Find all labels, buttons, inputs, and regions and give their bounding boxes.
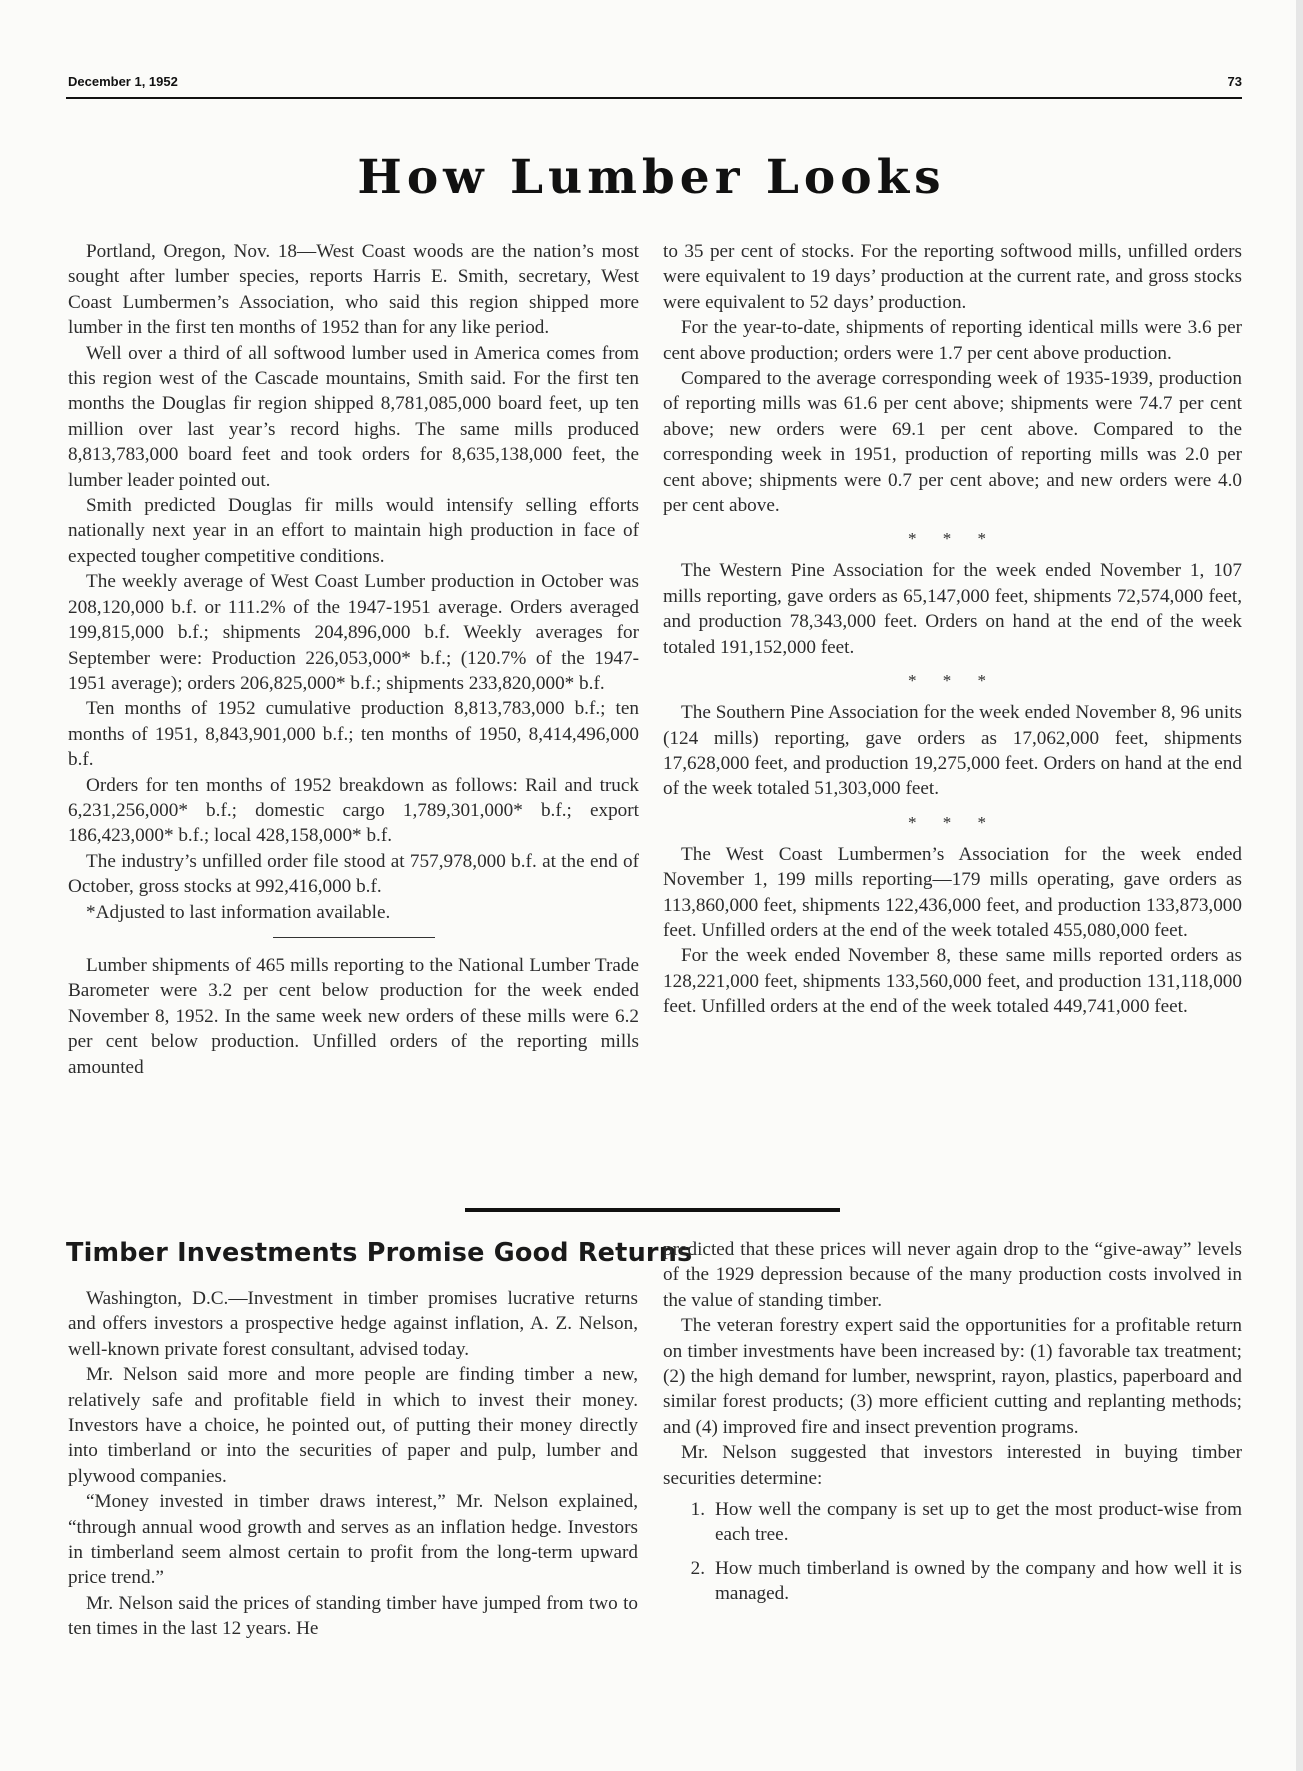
paragraph: The industry’s unfilled order file stood at 757,978,000 b.f. at the end of October, gross stocks at 992,416,000 b.f. xyxy=(68,850,639,898)
section-divider xyxy=(465,1208,840,1212)
article2-title: Timber Investments Promise Good Returns xyxy=(66,1238,693,1268)
divider-rule xyxy=(273,937,435,938)
numbered-list xyxy=(663,1497,1242,1607)
paragraph: Well over a third of all softwood lumber used in America comes from this region west of the Cascade mountains, Smith said. For the first ten months the Douglas fir region shipped 8,781,085,000 board feet, up ten million over last year’s record highs. The same mills produced 8,813,783,000 board feet and took orders for 8,635,138,000 feet, the lumber leader pointed out. xyxy=(68,342,639,491)
list-text: How much timberland is owned by the company and how well it is managed. xyxy=(715,1557,1242,1605)
issue-date: December 1, 1952 xyxy=(68,74,178,89)
paragraph: The veteran forestry expert said the opportunities for a profitable return on timber investments have been increased by: (1) favorable tax treatment; (2) the high demand for lumber, newsprint, rayon, plastics, paperboard and similar forest products; (3) more efficient cutting and replanting methods; and (4) improved fire and insect prevention programs. xyxy=(663,1315,1242,1438)
list-item xyxy=(663,1556,1242,1607)
article1-column-right xyxy=(663,239,1242,1020)
footnote: *Adjusted to last information available. xyxy=(86,901,391,923)
paragraph: “Money invested in timber draws interest,” Mr. Nelson explained, “through annual wood growth and serves as an inflation hedge. Investors in timberland seem almost certain to profit from the long-term upward price trend.” xyxy=(68,1491,638,1589)
article1-column-left xyxy=(68,239,639,1080)
section-stars: * * * xyxy=(908,671,997,691)
paragraph: The Western Pine Association for the week ended November 1, 107 mills reporting, gave orders as 65,147,000 feet, shipments 72,574,000 feet, and production 78,343,000 feet. Orders on hand at the end of the week totaled 191,152,000 feet. xyxy=(663,560,1242,658)
paragraph: Mr. Nelson said more and more people are finding timber a new, relatively safe and profitable field in which to invest their money. Investors have a choice, he pointed out, of putting their money directly into timberland or into the securities of paper and pulp, lumber and plywood companies. xyxy=(68,1364,638,1487)
paragraph: Orders for ten months of 1952 breakdown as follows: Rail and truck 6,231,256,000* b.f.; domestic cargo 1,789,301,000* b.f.; export 186,423,000* b.f.; local 428,158,000* b.f. xyxy=(68,774,639,847)
page-number: 73 xyxy=(1227,74,1242,89)
running-header xyxy=(68,74,1242,96)
list-item xyxy=(663,1497,1242,1548)
paragraph: Washington, D.C.—Investment in timber promises lucrative returns and offers investors a prospective hedge against inflation, A. Z. Nelson, well-known private forest consultant, advised today. xyxy=(68,1288,638,1360)
paragraph: Ten months of 1952 cumulative production 8,813,783,000 b.f.; ten months of 1951, 8,843,901,000 b.f.; ten months of 1950, 8,414,496,000 b.f. xyxy=(68,698,639,771)
paragraph: predicted that these prices will never again drop to the “give-away” levels of the 1929 depression because of the many production costs involved in the value of standing timber. xyxy=(663,1239,1242,1311)
section-stars: * * * xyxy=(908,529,997,549)
paragraph: The weekly average of West Coast Lumber production in October was 208,120,000 b.f. or 111.2% of the 1947-1951 average. Orders averaged 199,815,000 b.f.; shipments 204,896,000 b.f. Weekly averages for September were: Production 226,053,000* b.f.; (120.7% of the 1947-1951 average); orders 206,825,000* b.f.; shipments 233,820,000* b.f. xyxy=(68,571,639,694)
paragraph: Portland, Oregon, Nov. 18—West Coast woods are the nation’s most sought after lumber species, reports Harris E. Smith, secretary, West Coast Lumbermen’s Association, who said this region shipped more lumber in the first ten months of 1952 than for any like period. xyxy=(68,241,639,339)
paragraph: The West Coast Lumbermen’s Association for the week ended November 1, 199 mills reporting—179 mills operating, gave orders as 113,860,000 feet, shipments 122,436,000 feet, and production 133,873,000 feet. Unfilled orders at the end of the week totaled 455,080,000 feet. xyxy=(663,843,1242,941)
paragraph: The Southern Pine Association for the week ended November 8, 96 units (124 mills) reporting, gave orders as 17,062,000 feet, shipments 17,628,000 feet, and production 19,275,000 feet. Orders on hand at the end of the week totaled 51,303,000 feet. xyxy=(663,702,1242,800)
paragraph: Mr. Nelson said the prices of standing timber have jumped from two to ten times in the last 12 years. He xyxy=(68,1592,638,1640)
article-title: How Lumber Looks xyxy=(357,150,946,205)
paragraph: Mr. Nelson suggested that investors interested in buying timber securities determine: xyxy=(663,1442,1242,1489)
article2-column-right xyxy=(663,1237,1242,1615)
list-number: 2. xyxy=(690,1557,705,1579)
paragraph: For the year-to-date, shipments of reporting identical mills were 3.6 per cent above production; orders were 1.7 per cent above production. xyxy=(663,317,1242,364)
paragraph: Compared to the average corresponding week of 1935-1939, production of reporting mills was 61.6 per cent above; shipments were 74.7 per cent above; new orders were 69.1 per cent above. Compared to the corresponding week in 1951, production of reporting mills was 2.0 per cent above; shipments were 0.7 per cent above; and new orders were 4.0 per cent above. xyxy=(663,368,1242,517)
paragraph: to 35 per cent of stocks. For the reporting softwood mills, unfilled orders were equivalent to 19 days’ production at the current rate, and gross stocks were equivalent to 52 days’ production. xyxy=(663,241,1242,313)
list-number: 1. xyxy=(690,1499,705,1521)
paragraph: Smith predicted Douglas fir mills would intensify selling efforts nationally next year in an effort to maintain high production in face of expected tougher competitive conditions. xyxy=(68,495,639,567)
section-stars: * * * xyxy=(908,812,997,832)
header-rule xyxy=(66,97,1242,99)
paragraph: Lumber shipments of 465 mills reporting to the National Lumber Trade Barometer were 3.2 per cent below production for the week ended November 8, 1952. In the same week new orders of these mills were 6.2 per cent below production. Unfilled orders of the reporting mills amounted xyxy=(68,954,639,1078)
article2-column-left xyxy=(68,1286,638,1642)
paragraph: For the week ended November 8, these same mills reported orders as 128,221,000 feet, shipments 133,560,000 feet, and production 131,118,000 feet. Unfilled orders at the end of the week totaled 449,741,000 feet. xyxy=(663,945,1242,1018)
list-text: How well the company is set up to get the most product-wise from each tree. xyxy=(715,1499,1242,1546)
page-edge xyxy=(1296,0,1303,1771)
